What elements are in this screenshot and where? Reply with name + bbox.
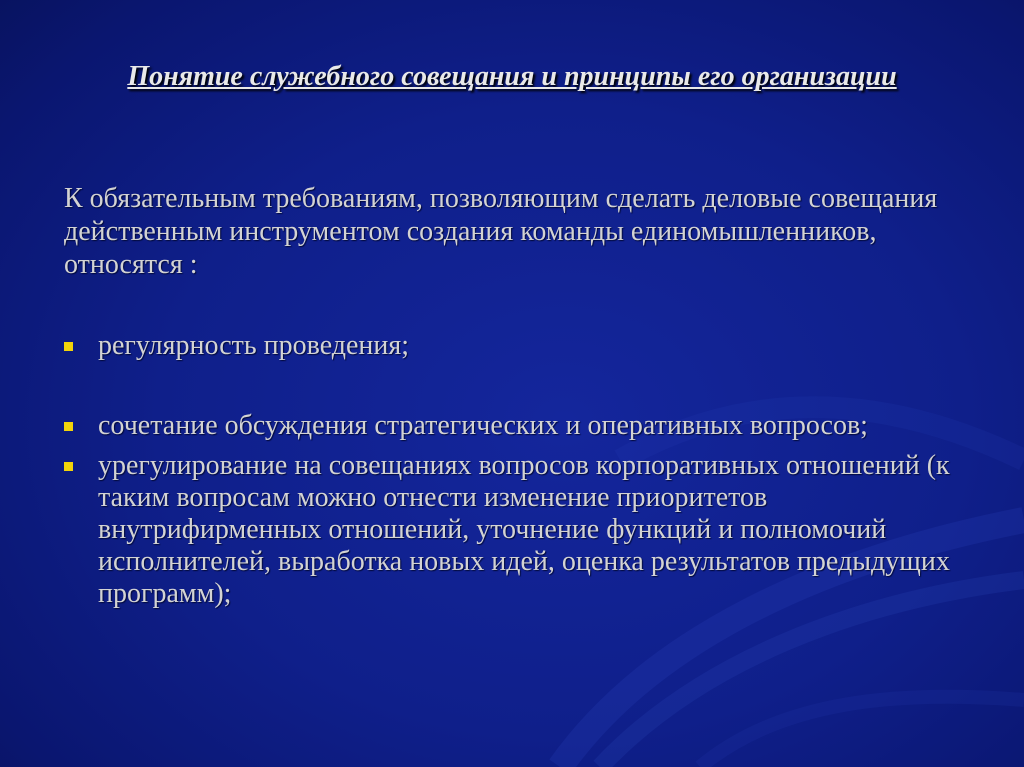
bullet-item	[64, 450, 964, 610]
bullet-item	[64, 330, 964, 362]
bullet-text: урегулирование на совещаниях вопросов корпоративных отношений (к таким вопросам можно отнести изменение приоритетов внутрифирменных отношений, уточнение функций и полномочий исполнителей, выработка новых идей, оценка результатов предыдущих программ);	[98, 450, 950, 609]
bullet-item	[64, 410, 964, 442]
bullet-square-icon	[64, 462, 73, 471]
bullet-list	[64, 330, 964, 610]
bullet-square-icon	[64, 342, 73, 351]
intro-paragraph: К обязательным требованиям, позволяющим сделать деловые совещания действенным инструментом создания команды единомышленников, относятся :	[64, 183, 938, 280]
bullet-text: регулярность проведения;	[98, 330, 410, 361]
bullet-text: сочетание обсуждения стратегических и оперативных вопросов;	[98, 410, 868, 441]
bullet-square-icon	[64, 422, 73, 431]
slide-title: Понятие служебного совещания и принципы его организации	[127, 61, 897, 92]
